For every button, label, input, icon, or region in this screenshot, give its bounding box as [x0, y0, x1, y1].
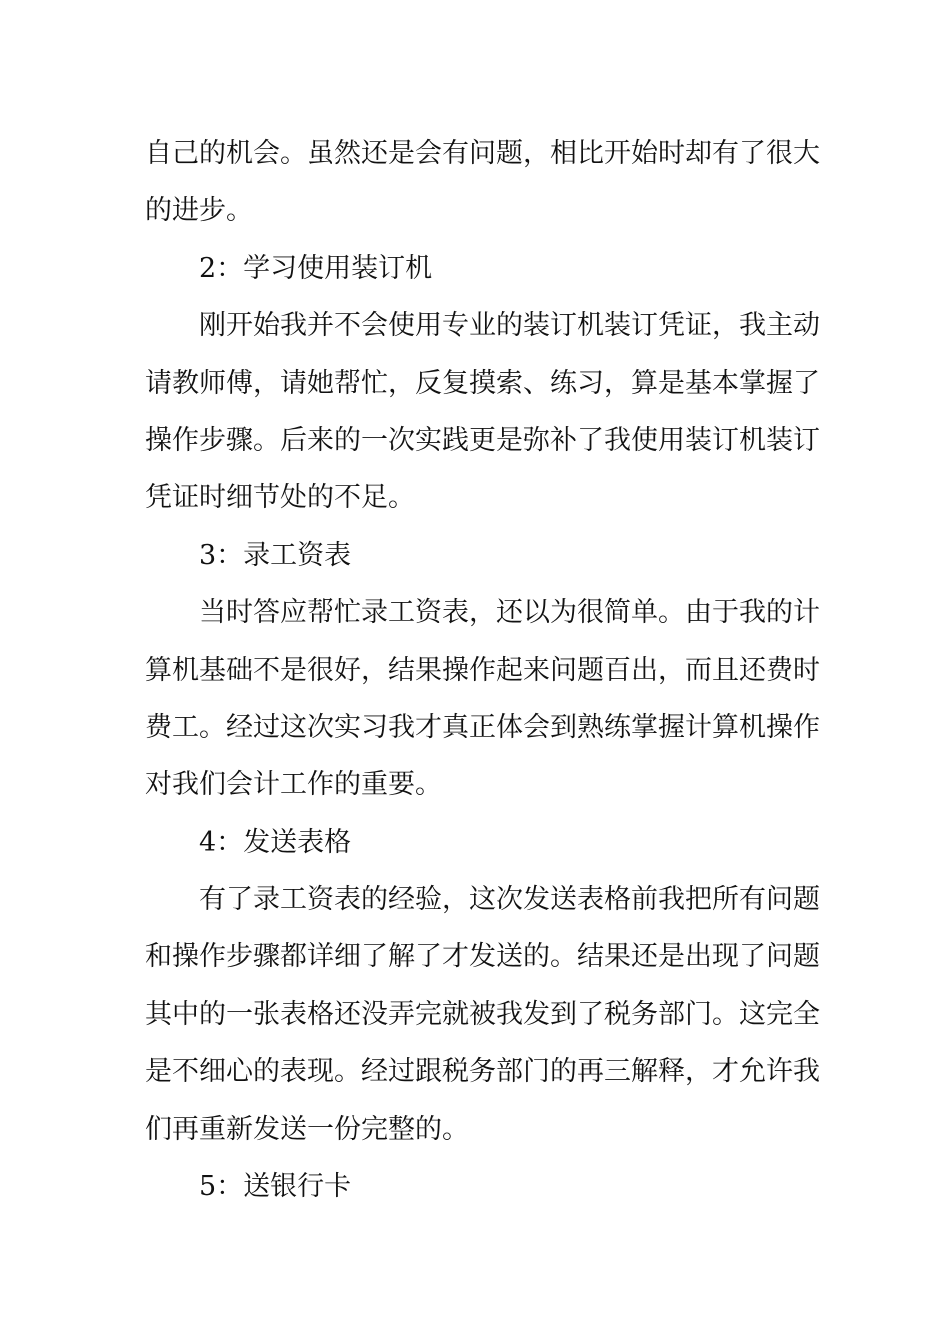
- section-heading: 4：发送表格: [199, 826, 352, 858]
- paragraph-line: 当时答应帮忙录工资表，还以为很简单。由于我的计: [199, 597, 820, 629]
- paragraph-line: 的进步。: [145, 195, 253, 227]
- paragraph-line: 对我们会计工作的重要。: [145, 769, 442, 801]
- paragraph-line: 和操作步骤都详细了解了才发送的。结果还是出现了问题: [145, 941, 820, 973]
- document-body: [145, 125, 820, 1215]
- paragraph-line: 自己的机会。虽然还是会有问题，相比开始时却有了很大: [145, 138, 820, 169]
- section-heading: 2：学习使用装订机: [199, 252, 433, 284]
- paragraph-line: 操作步骤。后来的一次实践更是弥补了我使用装订机装订: [145, 424, 820, 456]
- paragraph-line: 其中的一张表格还没弄完就被我发到了税务部门。这完全: [145, 998, 820, 1030]
- paragraph-line: 请教师傅，请她帮忙，反复摸索、练习，算是基本掌握了: [145, 367, 820, 399]
- paragraph-line: 费工。经过这次实习我才真正体会到熟练掌握计算机操作: [145, 711, 820, 743]
- paragraph-line: 是不细心的表现。经过跟税务部门的再三解释，才允许我: [145, 1056, 820, 1088]
- paragraph-line: 们再重新发送一份完整的。: [145, 1113, 469, 1145]
- section-heading: 3：录工资表: [199, 539, 352, 571]
- paragraph-line: 算机基础不是很好，结果操作起来问题百出，而且还费时: [145, 654, 820, 686]
- section-heading: 5：送银行卡: [199, 1171, 352, 1203]
- paragraph-line: 有了录工资表的经验，这次发送表格前我把所有问题: [199, 884, 820, 916]
- paragraph-line: 凭证时细节处的不足。: [145, 482, 415, 514]
- paragraph-line: 刚开始我并不会使用专业的装订机装订凭证，我主动: [199, 310, 820, 342]
